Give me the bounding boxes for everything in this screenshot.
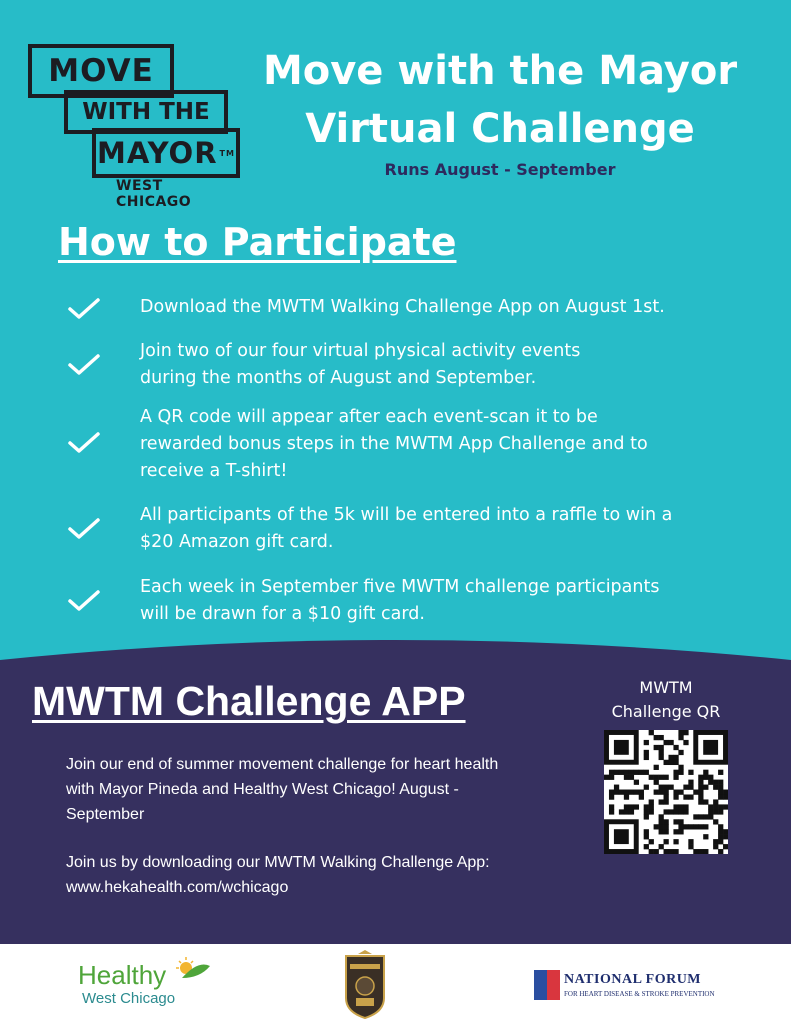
healthy-west-chicago-logo [78, 956, 218, 1016]
title-line-1: Move with the Mayor [262, 48, 738, 94]
logo-west-chicago: WEST CHICAGO [116, 178, 192, 210]
app-heading: MWTM Challenge APP [32, 678, 466, 724]
healthy-text: Healthy [78, 960, 167, 990]
step-line: during the months of August and September. [140, 368, 537, 388]
logo-trademark: TM [219, 148, 235, 158]
subtitle: Runs August - September [384, 160, 616, 179]
step-line: Each week in September five MWTM challenge participants [140, 577, 660, 597]
qr-code-icon [604, 730, 728, 854]
check-icon [66, 516, 102, 542]
app-join-line: Join us by downloading our MWTM Walking Challenge App: [66, 854, 490, 871]
how-to-heading: How to Participate [58, 220, 457, 264]
national-forum-subtitle: FOR HEART DISEASE & STROKE PREVENTION [564, 990, 715, 998]
qr-label [596, 676, 736, 724]
check-icon [66, 352, 102, 378]
app-desc-line: Join our end of summer movement challenge for heart health [66, 756, 499, 773]
logo-mayor-text: MAYOR [97, 136, 218, 170]
qr-code[interactable] [604, 730, 728, 854]
step-text [140, 404, 760, 485]
title-line-2: Virtual Challenge [305, 106, 695, 152]
check-icon [66, 296, 102, 322]
app-desc-line: September [66, 806, 145, 823]
step-text [140, 338, 760, 392]
app-description [66, 752, 566, 827]
national-forum-logo [534, 968, 724, 1004]
step-line: Download the MWTM Walking Challenge App on August 1st. [140, 297, 665, 317]
check-icon [66, 588, 102, 614]
logo-with-the-text: WITH THE [82, 99, 210, 125]
app-join [66, 850, 566, 900]
step-text [140, 502, 760, 556]
mwtm-logo [28, 44, 243, 210]
logo-mayor [92, 128, 240, 178]
step-line: All participants of the 5k will be entered into a raffle to win a [140, 505, 673, 525]
flag-icon [534, 970, 560, 1000]
step-text [140, 574, 760, 628]
step-line: will be drawn for a $10 gift card. [140, 604, 425, 624]
step-line: rewarded bonus steps in the MWTM App Challenge and to [140, 434, 648, 454]
qr-label-line: MWTM [639, 678, 693, 697]
app-download-link[interactable]: www.hekahealth.com/wchicago [66, 879, 289, 896]
west-chicago-text: West Chicago [82, 990, 176, 1007]
sun-leaf-icon [172, 956, 212, 986]
step-line: $20 Amazon gift card. [140, 532, 334, 552]
page-title [240, 42, 760, 158]
west-chicago-city-badge-icon [342, 950, 388, 1020]
qr-label-line: Challenge QR [611, 702, 721, 721]
step-line: Join two of our four virtual physical activity events [140, 341, 581, 361]
check-icon [66, 430, 102, 456]
step-text [140, 294, 760, 321]
logo-move-text: MOVE [48, 53, 154, 89]
step-line: A QR code will appear after each event-scan it to be [140, 407, 598, 427]
step-line: receive a T-shirt! [140, 461, 288, 481]
app-desc-line: with Mayor Pineda and Healthy West Chicago! August - [66, 781, 459, 798]
national-forum-title: NATIONAL FORUM [564, 972, 702, 987]
